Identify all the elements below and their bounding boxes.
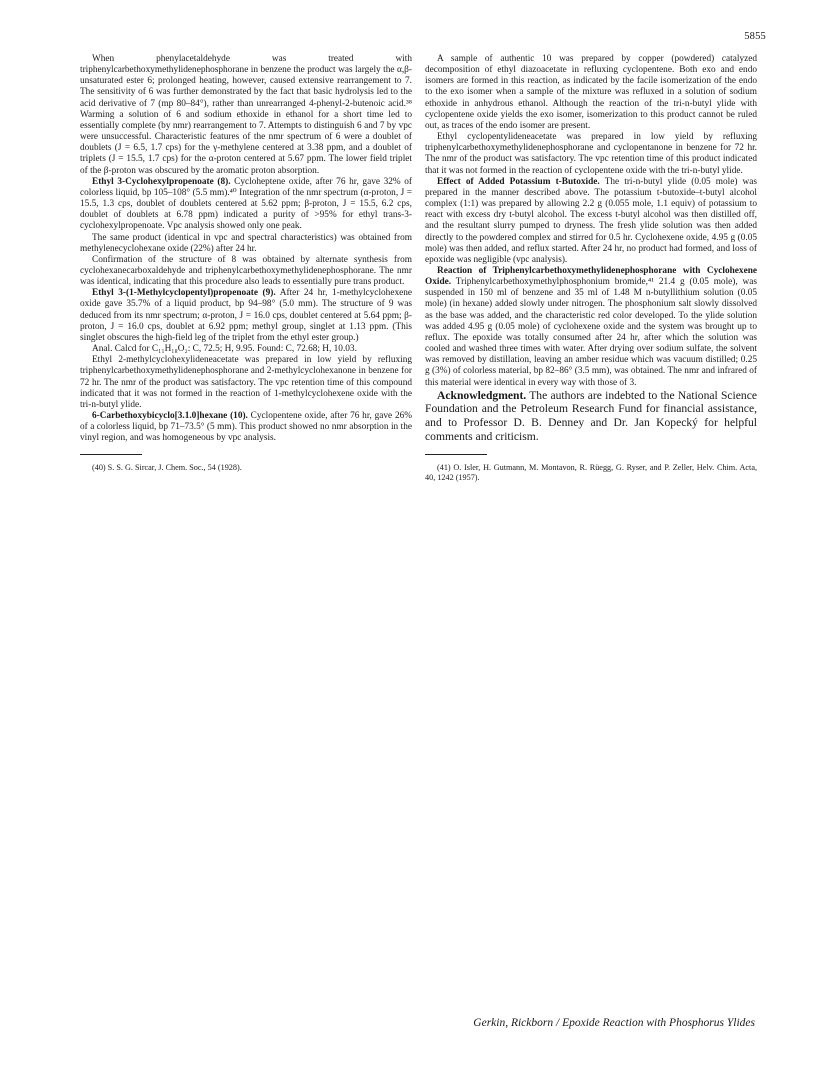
paragraph-text: Triphenylcarbethoxymethylphosphonium bromide,⁴¹ 21.4 g (0.05 mole), was suspended in 150 ml of benzene and 35 ml of 1.48 M n-butyllithium solution (0.05 mole) (in hexane) added slowly under nitrogen. The phosphonium salt slowly dissolved as the base was added, and the characteristic red color developed. To the ylide solution was added 4.95 g (0.05 mole) of cyclohexene oxide and the system was brought up to reflux. The epoxide was totally consumed after 24 hr, after which the solution was cooled and washed three times with water. After drying over sodium sulfate, the solvent was removed by distillation, leaving an amber residue which was vacuum distilled; 0.25 g (3%) of colorless material, bp 82–86° (3.5 mm), was obtained. The nmr and infrared of this material were identical in every way with those of 3. <box>425 277 758 388</box>
footnote: (40) S. S. G. Sircar, J. Chem. Soc., 54 (1928). <box>92 463 242 473</box>
acknowledgment-heading: Acknowledgment. <box>437 388 527 402</box>
paragraph-text: Cycloheptene oxide, after 76 hr, gave 32% of colorless liquid, bp 105–108° (5.5 mm).⁴⁰ Integration of the nmr spectrum (α-proton, J = 15.5, 1.3 cps, doublet of doublets centered at 5.62 ppm; β-proton, J = 15.5, 6.2 cps, doublet of doublets at 6.78 ppm) indicated a purity of >95% for ethyl trans-3-cyclohexylpropenoate. Vpc analysis showed only one peak. <box>80 176 413 232</box>
paragraph: Anal. Calcd for C₁₁H₁₈O₂: C, 72.5; H, 9.95. Found: C, 72.68; H, 10.03. <box>92 344 357 355</box>
section-heading: Ethyl 3-(1-Methylcyclopentyl)propenoate (9). <box>92 288 276 299</box>
paragraph: A sample of authentic 10 was prepared by copper (powdered) catalyzed decomposition of ethyl diazoacetate in refluxing cyclopentene. Both exo and endo isomers are formed in this reaction, as indicated by the facile isomerization of the endo to the exo isomer when a sample of the mixture was refluxed in a solution of sodium ethoxide in anhydrous ethanol. Although the reaction of the tri-n-butyl ylide with cyclopentene oxide yields the exo isomer, isomerization to this product cannot be ruled out, as traces of the endo isomer are present. <box>425 54 757 131</box>
paragraph: Confirmation of the structure of 8 was obtained by alternate synthesis from cyclohexanecarboxaldehyde and triphenylcarbethoxymethylidenephosphorane. The nmr was identical, indicating that this procedure also leads to essentially pure trans product. <box>80 254 412 288</box>
page-number: 5855 <box>744 31 766 42</box>
right-column <box>425 54 757 483</box>
paragraph: Ethyl cyclopentylideneacetate was prepared in low yield by refluxing triphenylcarbethoxymethylidenephosphorane and cyclopentanone in benzene for 72 hr. The nmr of the product was satisfactory. The vpc retention time of this product indicated that it was not formed in the reaction of cyclopentene oxide with the tri-n-butyl ylide. <box>425 132 757 176</box>
acknowledgment <box>425 389 757 444</box>
section-heading: Reaction of Triphenylcarbethoxymethylidenephosphorane with Cyclohexene Oxide. <box>425 265 757 288</box>
paragraph-text: After 24 hr, 1-methylcyclohexene oxide gave 35.7% of a liquid product, bp 94–98° (5.0 mm). The structure of 9 was deduced from its nmr spectrum; α-proton, J = 16.0 cps, doublet centered at 5.64 ppm; β-proton, J = 16.0 cps, doublet at 6.92 ppm; methyl group, singlet at 1.13 ppm. (This singlet obscures the high-field leg of the triplet from the ethyl ester group.) <box>80 288 412 343</box>
paragraph: Ethyl 2-methylcyclohexylideneacetate was prepared in low yield by refluxing triphenylcarbethoxymethylidenephosphorane and 2-methylcyclohexanone in benzene for 72 hr. The nmr of the product was satisfactory. The vpc retention time of this compound indicated that it was not formed in the reaction of 1-methylcyclohexene oxide with the tri-n-butyl ylide. <box>80 355 412 410</box>
paragraph <box>425 266 757 389</box>
paragraph: The same product (identical in vpc and spectral characteristics) was obtained from methylenecyclohexane oxide (22%) after 24 hr. <box>80 232 412 254</box>
paragraph <box>80 177 412 233</box>
acknowledgment-text: The authors are indebted to the National Science Foundation and the Petroleum Research Fund for financial assistance, and to Professor D. B. Denney and Dr. Jan Kopecký for helpful comments and criticism. <box>425 388 757 443</box>
section-heading: Effect of Added Potassium t-Butoxide. <box>437 176 600 187</box>
paragraph-text: Cyclopentene oxide, after 76 hr, gave 26% of a colorless liquid, bp 71–73.5° (5 mm). This product showed no nmr absorption in the vinyl region, and was homogeneous by vpc analysis. <box>80 411 412 444</box>
paragraph <box>80 411 412 444</box>
left-column <box>80 54 412 473</box>
section-heading: Ethyl 3-Cyclohexylpropenoate (8). <box>92 176 231 187</box>
paragraph: When phenylacetaldehyde was treated with triphenylcarbethoxymethylidenephosphorane in benzene the product was largely the α,β-unsaturated ester 6; prolonged heating, however, caused extensive rearrangement to 7. The sensitivity of 6 was further demonstrated by the fact that basic hydrolysis led to the acid derivative of 7 (mp 80–84°), rather than unrearranged 4-phenyl-2-butenoic acid.³⁸ Warming a solution of 6 and sodium ethoxide in ethanol for a short time led to essentially complete (by nmr) rearrangement to 7. Attempts to distinguish 6 and 7 by vpc were unsuccessful. Characteristic features of the nmr spectrum of 6 were a doublet of doublets (J = 6.5, 1.7 cps) for the γ-methylene centered at 3.38 ppm, and a doublet of triplets (J = 15.5, 1.7 cps) for the α-proton centered at 5.67 ppm. The lower field triplet of the β-proton was obscured by the aromatic proton absorption. <box>80 54 412 176</box>
running-footer: Gerkin, Rickborn / Epoxide Reaction with Phosphorus Ylides <box>473 1017 755 1029</box>
footnote: (41) O. Isler, H. Gutmann, M. Montavon, R. Rüegg, G. Ryser, and P. Zeller, Helv. Chim. Acta, 40, 1242 (1957). <box>425 462 757 482</box>
paragraph <box>80 288 412 344</box>
section-heading: 6-Carbethoxybicyclo[3.1.0]hexane (10). <box>92 411 248 421</box>
paragraph <box>425 177 757 266</box>
footnote-rule <box>80 454 142 455</box>
paragraph-text: The tri-n-butyl ylide (0.05 mole) was prepared in the manner described above. The potassium t-butoxide–t-butyl alcohol complex (1:1) was prepared by allowing 2.2 g (0.055 mole, 1.1 equiv) of potassium to react with excess dry t-butyl alcohol. The excess t-butyl alcohol was then distilled off, and the resultant slurry pumped to dryness. The fresh ylide solution was then added directly to the powdered complex and stirred for 0.5 hr. Cyclohexene oxide, 4.95 g (0.05 mole) was then added, and reflux started. After 24 hr, no product had formed, and loss of epoxide was negligible (vpc analysis). <box>425 176 758 265</box>
footnote-rule <box>425 454 487 455</box>
